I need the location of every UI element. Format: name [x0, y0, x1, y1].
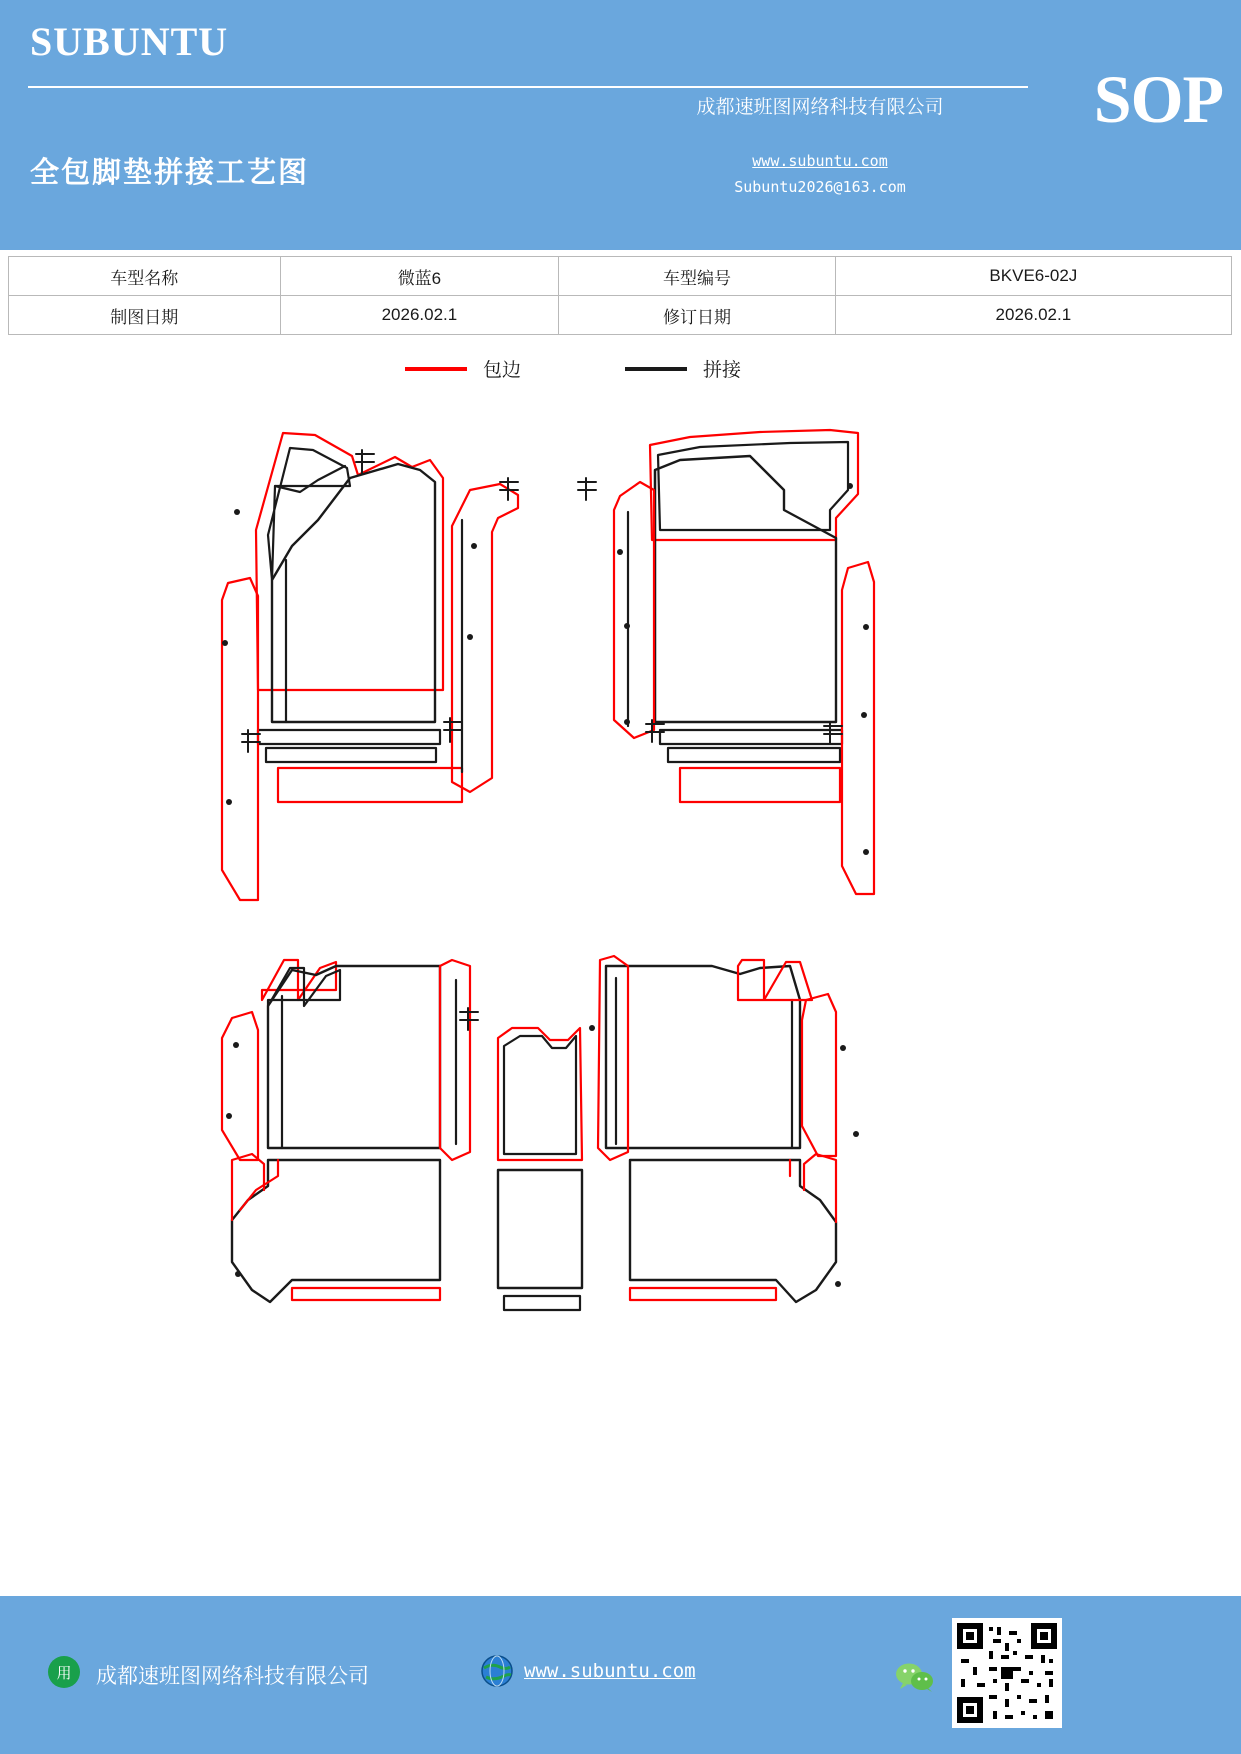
label-model-code: 车型编号	[559, 257, 835, 296]
qr-code-pattern	[957, 1623, 1057, 1723]
value-revision-date: 2026.02.1	[835, 296, 1231, 335]
label-revision-date: 修订日期	[559, 296, 835, 335]
footer-website-link[interactable]: www.subuntu.com	[524, 1660, 696, 1682]
label-model-name: 车型名称	[9, 257, 281, 296]
house-icon-glyph: 用	[56, 1663, 72, 1682]
label-draw-date: 制图日期	[9, 296, 281, 335]
qr-code	[952, 1618, 1062, 1728]
front-right-mat	[578, 430, 874, 894]
legend-label-binding: 包边	[483, 359, 522, 381]
cad-drawing-svg	[0, 400, 1241, 1400]
sop-label: SOP	[1093, 61, 1223, 137]
wechat-icon	[894, 1662, 936, 1692]
vehicle-info-table	[8, 256, 1232, 335]
legend	[0, 355, 1241, 395]
table-row	[9, 296, 1232, 335]
page-header	[0, 0, 1241, 250]
page-footer	[0, 1596, 1241, 1754]
header-company-name: 成都速班图网络科技有限公司	[696, 96, 944, 118]
value-model-code: BKVE6-02J	[835, 257, 1231, 296]
brand-logo: SUBUNTU	[30, 19, 229, 64]
front-left-mat	[222, 433, 518, 900]
value-model-name: 微蓝6	[280, 257, 559, 296]
legend-swatch-black-icon	[625, 367, 687, 371]
legend-label-seam: 拼接	[703, 359, 742, 381]
legend-item-binding	[405, 355, 521, 382]
rear-mat	[222, 956, 859, 1310]
page-title: 全包脚垫拼接工艺图	[30, 155, 310, 189]
table-row	[9, 257, 1232, 296]
header-divider	[28, 86, 1028, 88]
house-icon	[48, 1656, 80, 1688]
footer-company-name: 成都速班图网络科技有限公司	[96, 1664, 369, 1688]
value-draw-date: 2026.02.1	[280, 296, 559, 335]
globe-icon	[480, 1654, 514, 1688]
legend-swatch-red-icon	[405, 367, 467, 371]
header-website-link[interactable]: www.subuntu.com	[752, 152, 888, 170]
mat-layout-drawing	[0, 400, 1241, 1400]
legend-item-seam	[625, 355, 741, 382]
header-email: Subuntu2026@163.com	[734, 178, 906, 196]
